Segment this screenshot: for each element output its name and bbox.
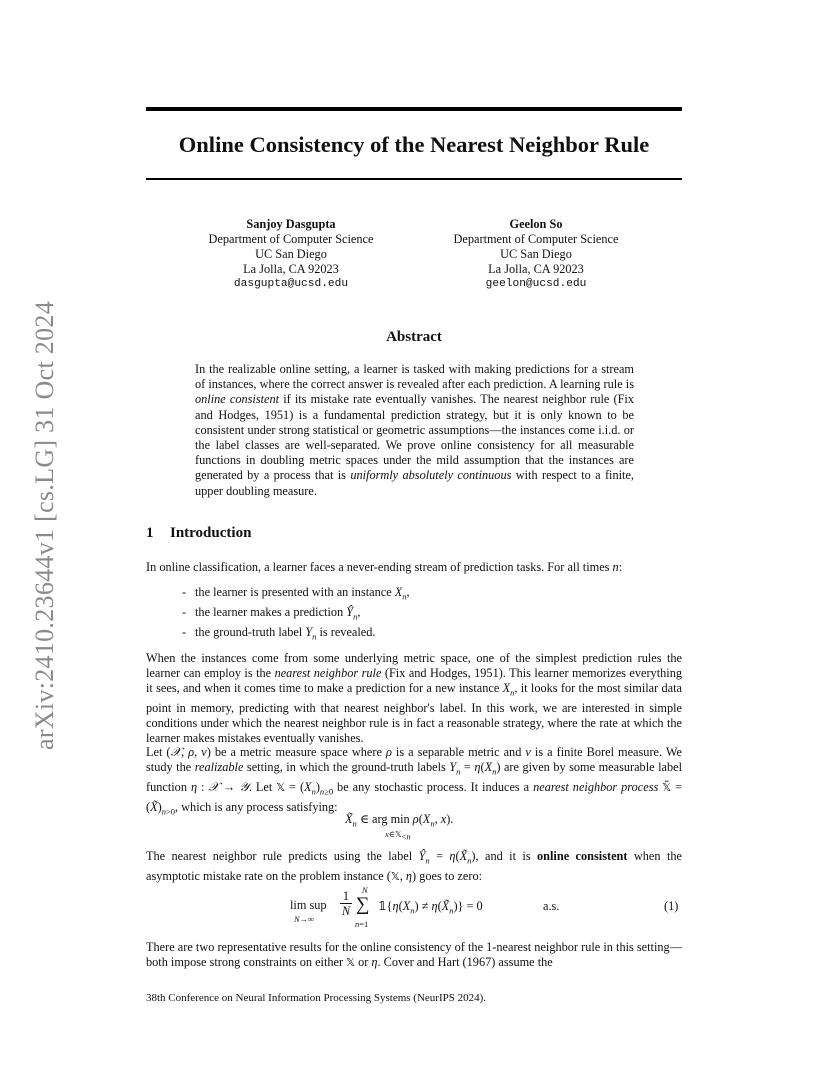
intro-text: In online classification, a learner faces a never-ending stream of prediction tasks. For all times xyxy=(146,560,613,574)
title-rule-top xyxy=(146,107,682,111)
paragraph: Let (𝒳, ρ, ν) be a metric measure space where ρ is a separable metric and ν is a finite Borel measure. We study the realizable setting, in which the ground-truth labels $Y_n = \eta(X_n)$ are given by some measurable label function η : 𝒳 → 𝒴. Let 𝕏 = $(X_n)_{n\ge 0}$ be any stochastic process. It induces a nearest neighbor process 𝕏̃ = $(X̃)_{n>0}$, which is any process satisfying: xyxy=(146,745,683,816)
section-title: Introduction xyxy=(170,525,252,541)
bullet-item: - the learner is presented with an instance $X_n$, xyxy=(182,585,410,602)
term-bold: online consistent xyxy=(537,849,628,863)
abstract-text: if its mistake rate eventually vanishes. The nearest neighbor rule (Fix and Hodges, 1951) is a fundamental prediction strategy, but it is only known to be consistent under strong statistical or geometric assumptions—the instances come i.i.d. or the label classes are well-separated. We prove online consistency for all measurable functions in doubling metric spaces under the mild assumption that the instances are generated by a process that is xyxy=(195,392,634,483)
equation-1-body: $𝟙\{\eta(X_n)$ ≠ $\eta(X̃_n)\} = 0$ xyxy=(378,899,483,916)
bullet-text: the learner is presented with an instance xyxy=(195,585,395,599)
equation-1: lim sup xyxy=(290,898,327,912)
author-name: Geelon So xyxy=(509,217,563,231)
section-number: 1 xyxy=(146,525,154,541)
author-department: Department of Computer Science xyxy=(453,232,619,246)
arxiv-stamp xyxy=(23,290,67,760)
author-block-1 xyxy=(171,217,411,292)
bullet-item: - the ground-truth label $Y_n$ is revealed. xyxy=(182,625,376,642)
equation-subscript: x∈𝕏$_{<n}$ xyxy=(385,829,411,842)
equation-1-sum: ∑ xyxy=(356,894,370,915)
term: nearest neighbor process xyxy=(533,779,659,794)
author-institution: UC San Diego xyxy=(255,247,327,261)
bullet-item: - the learner makes a prediction $Ŷ_n$, xyxy=(182,605,361,622)
author-email[interactable]: dasgupta@ucsd.edu xyxy=(233,278,349,290)
abstract-heading: Abstract xyxy=(386,329,442,345)
abstract-term: uniformly absolutely continuous xyxy=(350,468,512,483)
author-department: Department of Computer Science xyxy=(208,232,374,246)
section-heading xyxy=(146,525,251,542)
author-location: La Jolla, CA 92023 xyxy=(243,262,339,276)
author-name: Sanjoy Dasgupta xyxy=(246,217,336,231)
paper-title: Online Consistency of the Nearest Neighbor Rule xyxy=(178,132,650,157)
equation-1-fraction: 1 N xyxy=(341,889,351,918)
bullet-text: the learner makes a prediction xyxy=(195,605,347,619)
title-rule-bottom xyxy=(146,178,682,180)
bullet-text: the ground-truth label xyxy=(195,625,306,639)
conference-footnote: 38th Conference on Neural Information Processing Systems (NeurIPS 2024). xyxy=(146,992,487,1004)
author-email[interactable]: geelon@ucsd.edu xyxy=(485,278,587,290)
author-location: La Jolla, CA 92023 xyxy=(488,262,584,276)
equation-number: (1) xyxy=(664,899,679,913)
author-block-2 xyxy=(416,217,656,292)
paragraph: The nearest neighbor rule predicts using the label $Ŷ_n$ = $\eta(X̃_n)$, and it is online consistent when the asymptotic mistake rate on the problem instance (𝕏, η) goes to zero: xyxy=(146,849,682,883)
paragraph: There are two representative results for the online consistency of the 1-nearest neighbor rule in this setting—both impose strong constraints on either 𝕏 or η. Cover and Hart (1967) assume the xyxy=(146,940,682,970)
equation-1-limit: N→∞ xyxy=(294,914,315,924)
equation-1-note: a.s. xyxy=(543,899,560,913)
term: nearest neighbor rule xyxy=(274,666,382,681)
term: realizable xyxy=(194,760,244,775)
paragraph: When the instances come from some underlying metric space, one of the simplest prediction rules the learner can employ is the nearest neighbor rule (Fix and Hodges, 1951). This learner memorizes everything it sees, and when it comes time to make a prediction for a new instance $X_n$, it looks for the most similar data point in memory, predicting with that nearest neighbor's label. In this work, we are interested in simple conditions under which the nearest neighbor rule is in fact a reasonable strategy, where the rate at which the learner makes mistakes eventually vanishes. xyxy=(146,651,682,746)
arxiv-id: arXiv:2410.23644v1 [cs.LG] 31 Oct 2024 xyxy=(30,300,59,750)
intro-paragraph: In online classification, a learner faces a never-ending stream of prediction tasks. For all times n: xyxy=(146,560,623,574)
abstract-text: In the realizable online setting, a learner is tasked with making predictions for a stream of instances, where the correct answer is revealed after each prediction. A learning rule is xyxy=(195,362,634,392)
abstract-text: with respect to a finite, upper doubling measure. xyxy=(195,468,634,498)
equation-1-sum-lower: n=1 xyxy=(355,919,369,929)
abstract-term: online consistent xyxy=(195,392,280,407)
abstract-body xyxy=(195,362,634,499)
author-institution: UC San Diego xyxy=(500,247,572,261)
equation-1-sum-upper: N xyxy=(362,885,368,895)
equation-argmin: $X̃_n$ ∈ arg $\min \rho(X_n$, x). xyxy=(345,812,454,829)
